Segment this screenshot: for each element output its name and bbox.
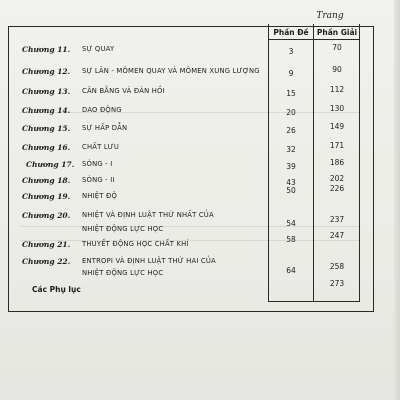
- page-column-heading: Trang: [316, 11, 344, 21]
- chapter-number: 12.: [57, 67, 71, 76]
- chapter-number: 15.: [57, 124, 71, 133]
- phan-de-page: 58: [286, 235, 296, 244]
- phan-giai-page: 90: [332, 65, 342, 74]
- toc-row-16: Chương 16. CHẤT LƯU 32 171: [0, 143, 400, 155]
- phan-giai-page: 226: [329, 184, 345, 193]
- chapter-number: 16.: [57, 143, 71, 152]
- phan-giai-page: 70: [332, 43, 342, 52]
- chapter-title: SỰ HẤP DẪN: [82, 124, 128, 132]
- phan-giai-page: 258: [329, 262, 345, 271]
- phan-de-page: 54: [286, 219, 296, 228]
- chapter-title: CHẤT LƯU: [82, 143, 120, 151]
- phan-de-page: 26: [286, 126, 296, 135]
- phan-de-page: 43: [286, 178, 296, 187]
- chapter-title: ENTROPI VÀ ĐỊNH LUẬT THỨ HAI CỦA: [82, 257, 216, 265]
- chapter-title: THUYẾT ĐỘNG HỌC CHẤT KHÍ: [82, 240, 189, 248]
- toc-row-14: Chương 14. DAO ĐỘNG 20 130: [0, 106, 400, 118]
- chapter-title: NHIỆT ĐỘ: [82, 192, 118, 200]
- phan-de-page: 15: [286, 89, 296, 98]
- phan-giai-page: 149: [329, 122, 345, 131]
- chapter-number: 13.: [57, 87, 71, 96]
- chapter-title-cont: NHIỆT ĐỘNG LỰC HỌC: [82, 225, 164, 233]
- appendix-label: Các Phụ lục: [32, 285, 81, 294]
- chapter-number: 18.: [57, 176, 71, 185]
- column-phan-de: Phần Đề: [273, 28, 309, 37]
- chapter-number: 11.: [57, 45, 71, 54]
- chapter-title: SÓNG - I: [82, 160, 113, 168]
- chapter-number: 17.: [61, 160, 75, 169]
- phan-de-page: 50: [286, 186, 296, 195]
- chapter-title: DAO ĐỘNG: [82, 106, 122, 114]
- phan-de-page: 39: [286, 162, 296, 171]
- column-phan-giai: Phần Giải: [316, 28, 358, 37]
- toc-row-18: Chương 18. SÓNG - II 43 202: [0, 176, 400, 188]
- chapter-title: SỰ LĂN - MÔMEN QUAY VÀ MÔMEN XUNG LƯỢNG: [82, 67, 260, 75]
- phan-giai-page: 112: [329, 85, 345, 94]
- phan-giai-page: 130: [329, 104, 345, 113]
- chapter-number: 21.: [57, 240, 71, 249]
- chapter-title: CÂN BẰNG VÀ ĐÀN HỒI: [82, 87, 165, 95]
- chapter-number: 19.: [57, 192, 71, 201]
- chapter-title: SỰ QUAY: [82, 45, 115, 53]
- phan-giai-page: 186: [329, 158, 345, 167]
- toc-row-appendix: [0, 279, 400, 291]
- toc-row-22: Chương 22. ENTROPI VÀ ĐỊNH LUẬT THỨ HAI CỦA NHIỆT ĐỘNG LỰC HỌC 64 258: [0, 257, 400, 269]
- phan-de-page: 64: [286, 266, 296, 275]
- phan-giai-page: 171: [329, 141, 345, 150]
- chapter-number: 22.: [57, 257, 71, 266]
- toc-row-20: Chương 20. NHIỆT VÀ ĐỊNH LUẬT THỨ NHẤT CỦA NHIỆT ĐỘNG LỰC HỌC 54 237: [0, 211, 400, 223]
- phan-giai-page: 202: [329, 174, 345, 183]
- header-rule: [268, 39, 360, 40]
- chapter-title-cont: NHIỆT ĐỘNG LỰC HỌC: [82, 269, 164, 277]
- phan-de-page: 32: [286, 145, 296, 154]
- phan-giai-page: 247: [329, 231, 345, 240]
- chapter-title: SÓNG - II: [82, 176, 115, 184]
- toc-row-15: Chương 15. SỰ HẤP DẪN 26 149: [0, 124, 400, 136]
- phan-de-page: 20: [286, 108, 296, 117]
- toc-row-11: Chương 11. SỰ QUAY 3 70: [0, 45, 400, 57]
- chapter-number: 20.: [57, 211, 71, 220]
- appendix-page: 273: [329, 279, 345, 288]
- phan-de-page: 3: [288, 47, 294, 56]
- phan-de-page: 9: [288, 69, 294, 78]
- toc-row-19: Chương 19. NHIỆT ĐỘ 50 226: [0, 192, 400, 204]
- toc-row-17: Chương 17. SÓNG - I 39 186: [0, 160, 400, 172]
- toc-row-21: Chương 21. THUYẾT ĐỘNG HỌC CHẤT KHÍ 58 247: [0, 240, 400, 252]
- phan-giai-page: 237: [329, 215, 345, 224]
- toc-row-12: Chương 12. SỰ LĂN - MÔMEN QUAY VÀ MÔMEN XUNG LƯỢNG 9 90: [0, 67, 400, 79]
- chapter-number: 14.: [57, 106, 71, 115]
- chapter-title: NHIỆT VÀ ĐỊNH LUẬT THỨ NHẤT CỦA: [82, 211, 214, 219]
- toc-row-13: Chương 13. CÂN BẰNG VÀ ĐÀN HỒI 15 112: [0, 87, 400, 99]
